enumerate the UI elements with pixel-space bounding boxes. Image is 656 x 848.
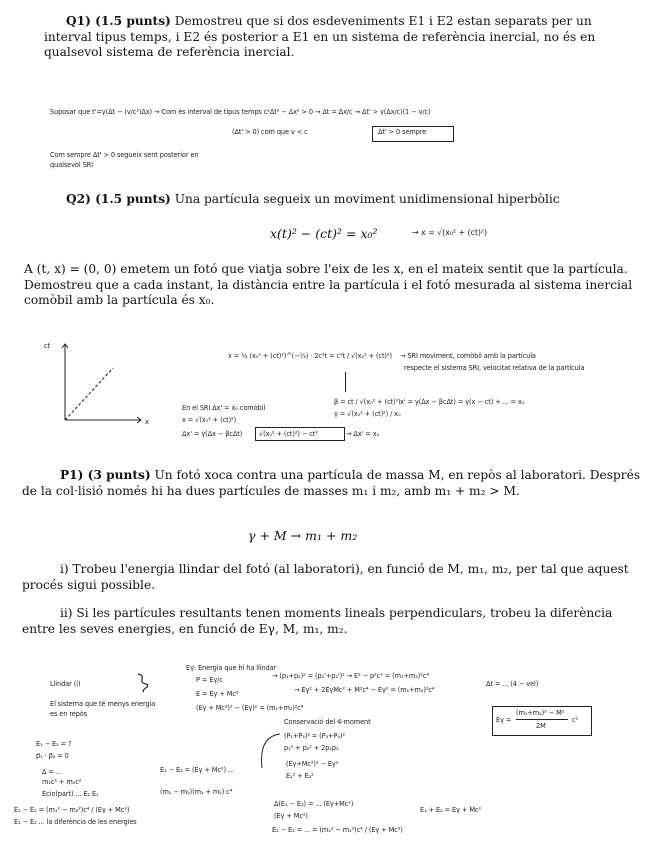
p1-box-fraction-line bbox=[516, 719, 568, 720]
p1-note-g1: Δ = ... bbox=[42, 768, 62, 776]
p1-note-d3: p₁² + p₂² + 2p₁p₂ bbox=[284, 744, 339, 752]
p1-note-d2: (P₁+P₂)² = (P₃+P₄)² bbox=[284, 732, 345, 740]
p1-note-h2: E₁ − E₂ = (Eγ + Mc²) ... bbox=[160, 766, 234, 774]
q2-note-7: En el SRI ∆x' = x₀ comòbil bbox=[182, 404, 266, 412]
p1-box-top: (m₁+m₂)² − M² bbox=[516, 709, 565, 717]
q2-note-9-end: → Δx' = x₀ bbox=[346, 430, 380, 438]
p1-statement bbox=[22, 468, 644, 499]
p1-bracket-arc bbox=[254, 730, 284, 770]
p1-note-b3: E = Eγ + Mc² bbox=[196, 690, 239, 698]
q2-note-9-box: √(x₀² + (ct)²) − ct² bbox=[259, 430, 318, 438]
p1-note-f2: E₁² + E₂² bbox=[286, 772, 314, 780]
p1-box-pre: Eγ = bbox=[496, 716, 512, 724]
p1-note-e2: p⃗₁ · p⃗₂ = 0 bbox=[36, 752, 69, 760]
q2-note-6: x' = γ(Δx − βcΔt) = γ(x − ct) + ... = x₀ bbox=[400, 398, 525, 406]
q2-note-1: ẋ = ½ (x₀² + (ct)²)^(−½) · 2c²t = c²t / √(x₀² + (ct)²) bbox=[228, 352, 392, 360]
p1-text: Un fotó xoca contra una partícula de massa M, en repòs al laboratori. Després de la col·lisió només hi ha dues partícules de masses m₁ i m₂, amb m₁ + m₂ > M. bbox=[22, 468, 641, 498]
p1-note-j2: E₁ − E₂ ... la diferència de les energies bbox=[14, 818, 137, 826]
q1-heading: Q1) (1.5 punts) bbox=[66, 14, 171, 28]
q2-heading: Q2) (1.5 punts) bbox=[66, 192, 171, 206]
p1-note-j1: E₁ − E₂ = (m₁² − m₂²)c⁴ / (Eγ + Mc²) bbox=[14, 806, 130, 814]
p1-note-a3: es en repòs bbox=[50, 710, 88, 718]
q2-note-5: γ = √(x₀² + (ct)²) / x₀ bbox=[334, 410, 401, 418]
p1-note-l2: E₂ − E₁ = ... = (m₂² − m₁²)c⁴ / (Eγ + Mc²) bbox=[272, 826, 403, 834]
p1-box-bot: 2M bbox=[536, 722, 546, 730]
p1-note-e1: E₁ − E₂ = ? bbox=[36, 740, 72, 748]
q1-note-line2: (Δt' > 0) com que v < c bbox=[232, 128, 308, 136]
p1-squiggle bbox=[134, 672, 154, 694]
p1-part-i: i) Trobeu l'energia llindar del fotó (al laboratori), en funció de M, m₁, m₂, per tal que aquest procés sigui possible. bbox=[22, 562, 629, 592]
p1-note-a1: Llindar (i) bbox=[50, 680, 81, 688]
q2-note-4: β = ct / √(x₀² + (ct)²) bbox=[334, 398, 401, 406]
p1-note-c2: → Eγ² + 2EγMc² + M²c⁴ − Eγ² = (m₁+m₂)²c⁴ bbox=[294, 686, 435, 694]
p1-note-b1: Eγ: Energia que hi ha llindar bbox=[186, 664, 277, 672]
q2-note-9: Δx' = γ(Δx − βcΔt) bbox=[182, 430, 243, 438]
p1-note-i1: (m₁ − m₂)(m₁ + m₂) c⁴ bbox=[160, 788, 233, 796]
p1-note-g2: m₁c² + m₂c² bbox=[42, 778, 82, 786]
q2-axis-t-label: ct bbox=[44, 342, 51, 350]
p1-note-b2: P = Eγ/c bbox=[196, 676, 223, 684]
p1-note-c1: → (p₁+p₂)² = (p₁'+p₂')² → E² − p²c² = (m₁+m₂)²c⁴ bbox=[272, 672, 429, 680]
p1-note-f1: (Eγ+Mc²)² − Eγ² bbox=[286, 760, 339, 768]
q2-text: A (t, x) = (0, 0) emetem un fotó que viatja sobre l'eix de les x, en el mateix sentit que la partícula. Demostreu que a cada instant, la distància entre la partícula i el fotó mesurada al sistema inercial comòbil amb la partícula és x₀. bbox=[24, 262, 633, 307]
q2-spacetime-sketch bbox=[55, 338, 175, 428]
q2-note-3: respecte el sistema SRI, velocitat relativa de la partícula bbox=[404, 364, 585, 372]
q2-note-2: → SRI moviment, comòbil amb la partícula bbox=[400, 352, 536, 360]
q1-note-side: Com sempre Δt' > 0 segueix sent posterior en qualsevol SRI bbox=[50, 151, 199, 169]
q1-note-line1: Suposar que t'=γ(Δt − (v/c²)Δx) → Com és interval de tipus temps c²Δt² − Δx² > 0 → Δt = Δx/c → Δt' > γ(Δx/c)(1 − v/c) bbox=[50, 108, 431, 116]
p1-note-l1: E₁ + E₂ = Eγ + Mc² bbox=[420, 806, 481, 814]
q2-intro: Una partícula segueix un moviment unidimensional hiperbòlic bbox=[174, 192, 560, 206]
p1-note-m1: Δt = ... (4 − vel) bbox=[486, 680, 539, 688]
p1-note-b4: (Eγ + Mc²)² − (Eγ)² = (m₁+m₂)²c⁴ bbox=[196, 704, 304, 712]
p1-reaction: γ + M → m₁ + m₂ bbox=[248, 528, 358, 543]
p1-heading: P1) (3 punts) bbox=[60, 468, 151, 482]
q2-arrow-down bbox=[345, 372, 346, 392]
q2-equation: x(t)² − (ct)² = x₀² bbox=[270, 226, 378, 241]
q1-statement bbox=[44, 14, 616, 61]
p1-note-k1: Δ(E₁ − E₂) = ... (Eγ+Mc²) bbox=[274, 800, 354, 808]
p1-note-h1: Ecin(part) ... E₁ E₂ bbox=[42, 790, 99, 798]
q1-note-boxed: Δt' > 0 sempre bbox=[378, 128, 427, 136]
q2-axis-x-label: x bbox=[145, 418, 149, 426]
p1-note-a2: El sistema que té menys energia bbox=[50, 700, 156, 708]
q2-note-8: x = √(x₀² + (ct)²) bbox=[182, 416, 237, 424]
p1-note-d1: Conservació del 4-moment bbox=[284, 718, 371, 726]
q2-statement-intro bbox=[44, 192, 616, 208]
p1-box-post: c² bbox=[572, 716, 579, 724]
q2-equation-extra: → x = √(x₀² + (ct)²) bbox=[412, 228, 488, 237]
q1-text: Demostreu que si dos esdeveniments E1 i E2 estan separats per un interval tipus temps, i E2 és posterior a E1 en un sistema de referència inercial, no és en qualsevol sistema de referència inercial. bbox=[44, 14, 596, 59]
p1-note-k2: (Eγ + Mc²) bbox=[274, 812, 308, 820]
p1-part-ii: ii) Si les partícules resultants tenen moments lineals perpendiculars, trobeu la diferència entre les seves energies, en funció de Eγ, M, m₁, m₂. bbox=[22, 606, 613, 636]
